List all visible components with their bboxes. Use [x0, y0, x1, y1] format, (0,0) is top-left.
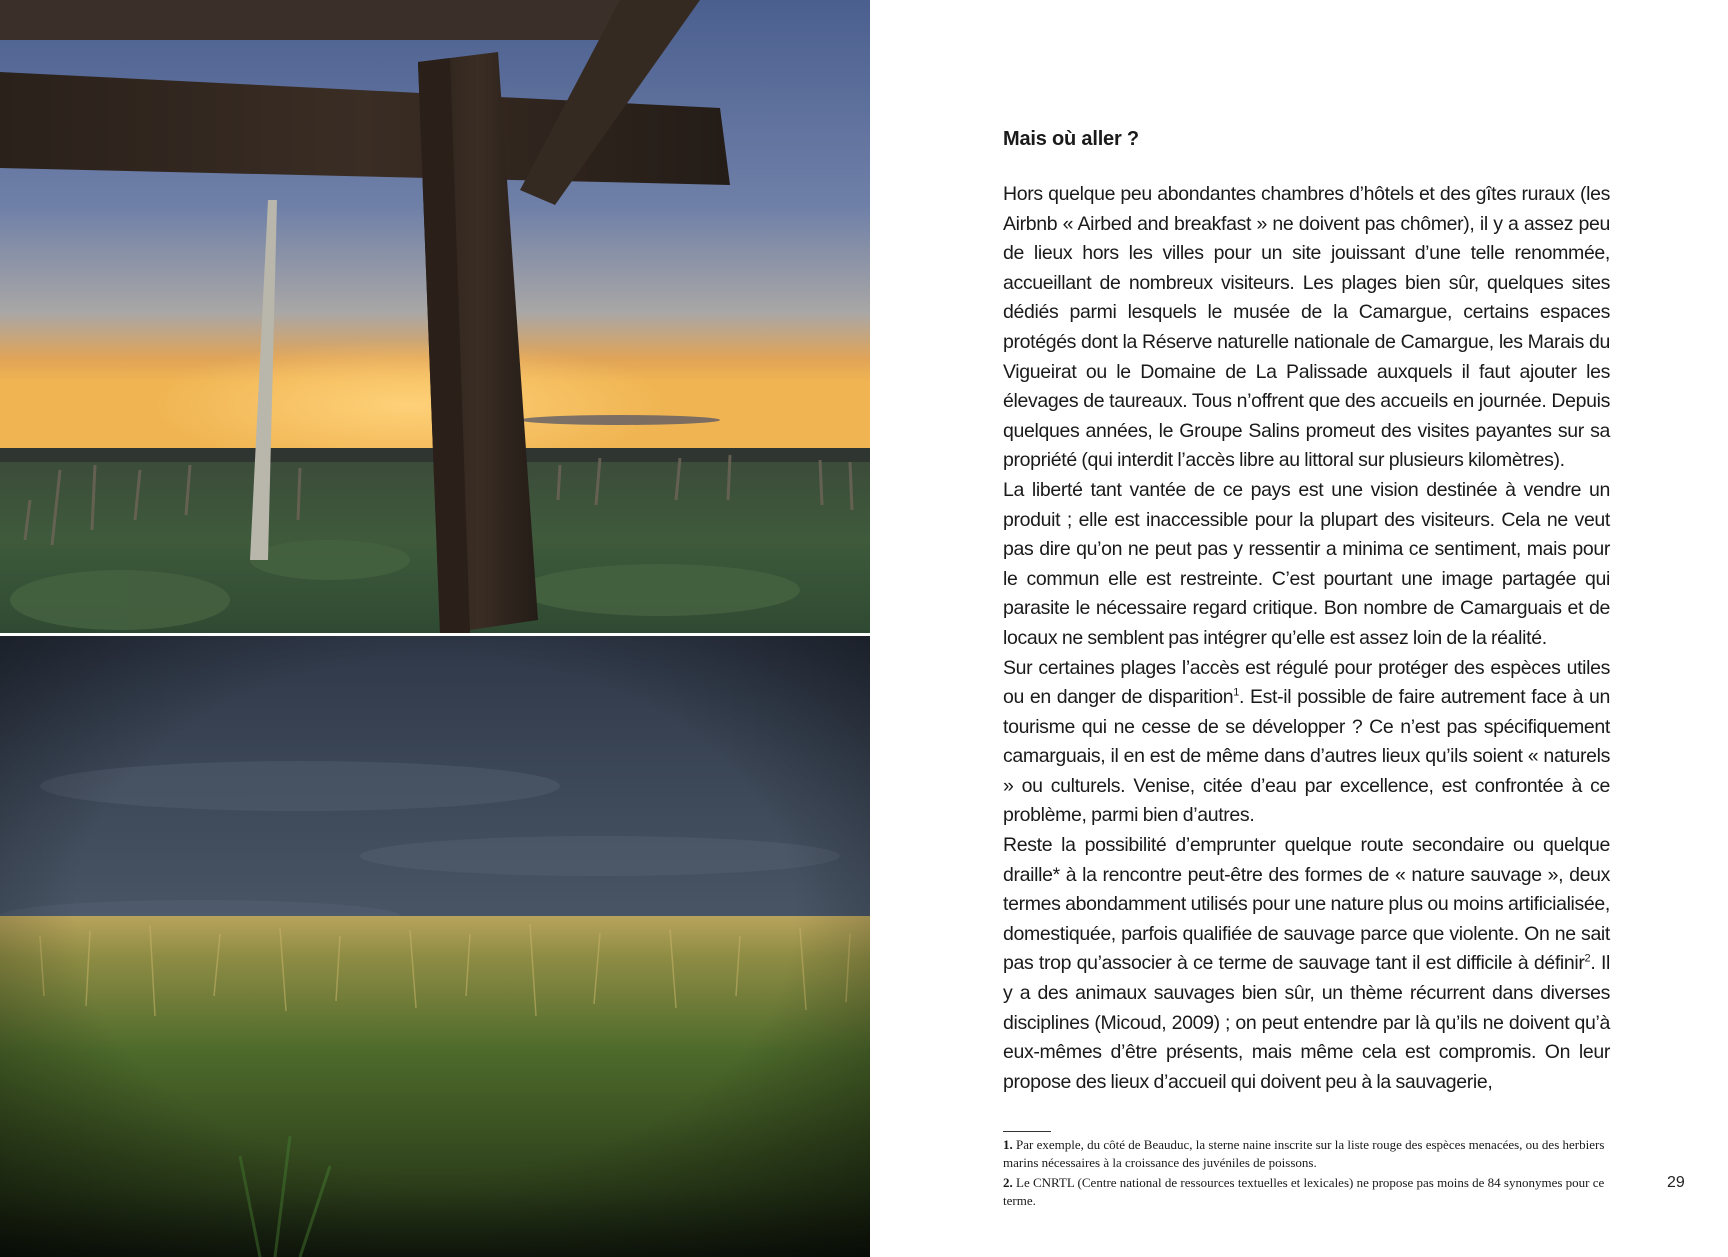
footnote: 1. Par exemple, du côté de Beauduc, la sterne naine inscrite sur la liste rouge des espèces menacées, ou des herbiers marins nécessaires à la croissance des juvéniles de poissons. [1003, 1137, 1605, 1170]
paragraph: Sur certaines plages l’accès est régulé pour protéger des espèces utiles ou en danger de disparition$^1$. Est-il possible de faire autrement face à un tourisme qui ne cesse de se développer ? Ce n’est pas spécifiquement camarguais, il en est de même dans d’autres lieux qu’ils soient « naturels » ou culturels. Venise, citée d’eau par excellence, est confrontée à ce problème, parmi bien d’autres. [1003, 656, 1610, 827]
footnotes [1003, 1136, 1610, 1212]
page-number: 29 [1667, 1174, 1685, 1191]
paragraph: Hors quelque peu abondantes chambres d’hôtels et des gîtes ruraux (les Airbnb « Airbed and breakfast » ne doivent pas chômer), il y a assez peu de lieux hors les villes pour un site jouissant d’une telle renommée, accueillant de nombreux visiteurs. Les plages bien sûr, quelques sites dédiés parmi lesquels le musée de la Camargue, certains espaces protégés dont la Réserve naturelle nationale de Camargue, les Marais du Vigueirat ou le Domaine de La Palissade auxquels il faut ajouter les élevages de taureaux. Tous n’offrent que des accueils en journée. Depuis quelques années, le Groupe Salins promeut des visites payantes sur sa propriété (qui interdit l’accès libre au littoral sur plusieurs kilomètres). [1003, 183, 1610, 472]
body-text [1003, 180, 1610, 1097]
photo-sunset-beams [0, 0, 870, 633]
footnote-divider [1003, 1131, 1051, 1132]
photo-reed-field [0, 636, 870, 1257]
text-column [1003, 124, 1610, 1097]
paragraph: Reste la possibilité d’emprunter quelque route secondaire ou quelque draille* à la rencontre peut-être des formes de « nature sauvage », deux termes abondamment utilisés pour une nature plus ou moins artificialisée, domestiquée, parfois qualifiée de sauvage parce que violente. On ne sait pas trop qu’associer à ce terme de sauvage tant il est difficile à définir$^2$. Il y a des animaux sauvages bien sûr, un thème récurrent dans diverses disciplines (Micoud, 2009) ; on peut entendre par là qu’ils ne doivent qu’à eux-mêmes d’être présents, mais même cela est compromis. On leur propose des lieux d’accueil qui doivent peu à la sauvagerie, [1003, 834, 1610, 1093]
paragraph: La liberté tant vantée de ce pays est une vision destinée à vendre un produit ; elle est inaccessible pour la plupart des visiteurs. Cela ne veut pas dire qu’on ne peut pas y ressentir a minima ce sentiment, mais pour le commun elle est restreinte. C’est pourtant une image partagée qui parasite le nécessaire regard critique. Bon nombre de Camarguais et de locaux ne semblent pas intégrer qu’elle est assez loin de la réalité. [1003, 478, 1610, 649]
footnote: 2. Le CNRTL (Centre national de ressources textuelles et lexicales) ne propose pas moins de 84 synonymes pour ce terme. [1003, 1175, 1605, 1208]
footnote-ref[interactable]: 2 [1584, 952, 1591, 965]
section-heading: Mais où aller ? [1003, 128, 1139, 150]
footnote-ref[interactable]: 1 [1233, 686, 1239, 699]
